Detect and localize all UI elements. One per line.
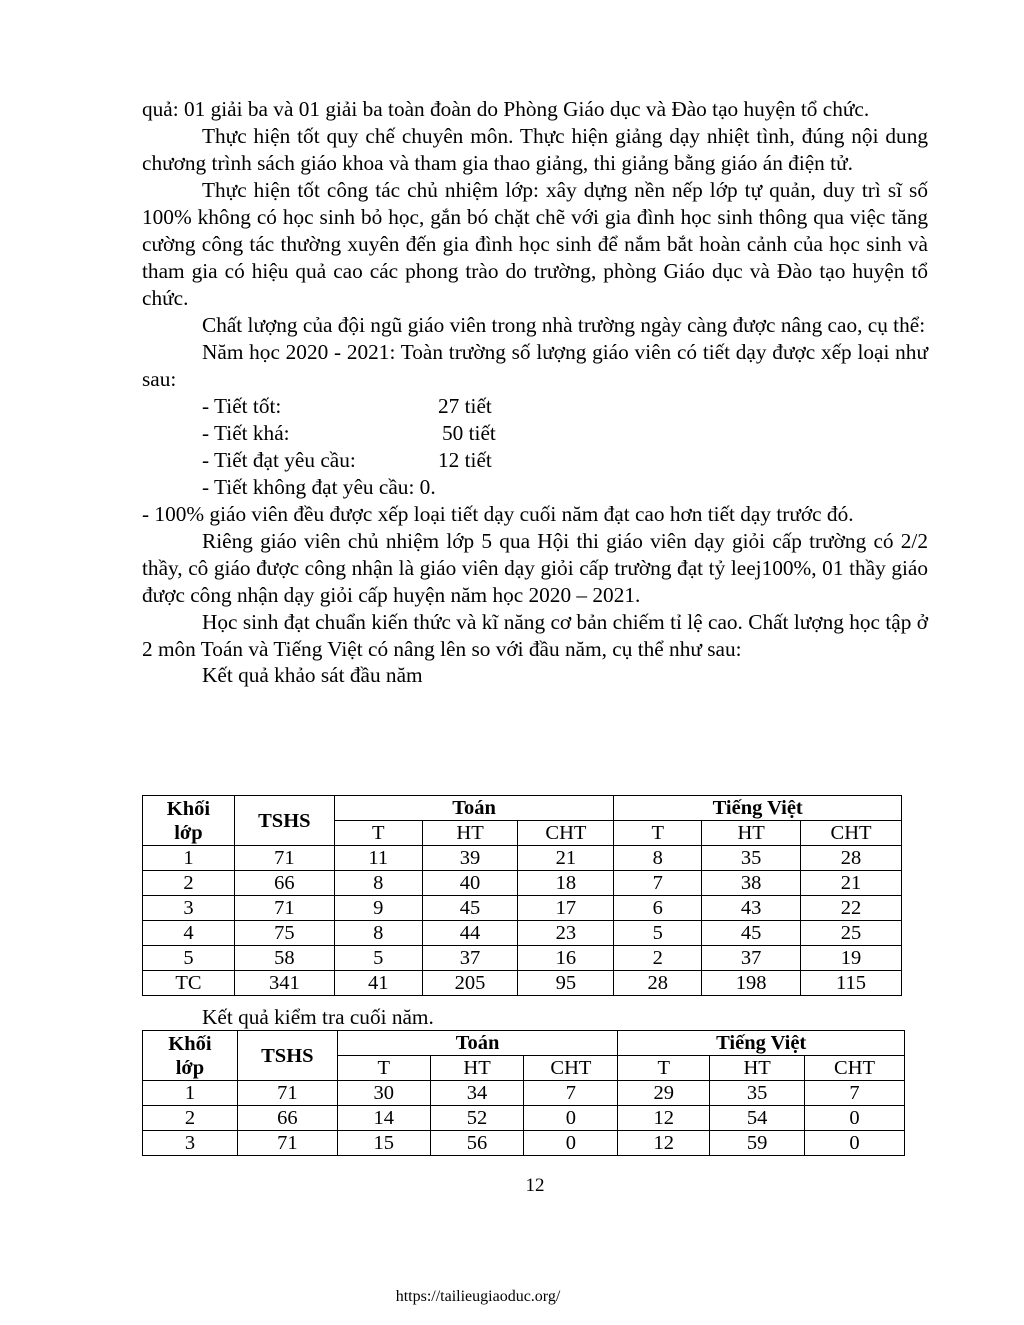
- table-row: [143, 1131, 905, 1156]
- table-cell: 40: [422, 871, 518, 896]
- list-item: [142, 447, 928, 474]
- table-cell: 41: [334, 971, 422, 996]
- table-cell: 71: [237, 1081, 337, 1106]
- header-ht: HT: [430, 1056, 524, 1081]
- header-t: T: [614, 821, 702, 846]
- table-row: [143, 921, 902, 946]
- table-cell: 6: [614, 896, 702, 921]
- table-cell: 11: [334, 846, 422, 871]
- table-cell: 7: [614, 871, 702, 896]
- table-cell: 4: [143, 921, 235, 946]
- table-cell: 2: [614, 946, 702, 971]
- table-cell: 29: [618, 1081, 710, 1106]
- paragraph: Chất lượng của đội ngũ giáo viên trong nhà trường ngày càng được nâng cao, cụ thể:: [202, 313, 926, 337]
- table-cell: 71: [237, 1131, 337, 1156]
- table-cell: 8: [334, 921, 422, 946]
- table-caption: Kết quả kiểm tra cuối năm.: [202, 1005, 434, 1029]
- paragraph: Học sinh đạt chuẩn kiến thức và kĩ năng cơ bản chiếm tỉ lệ cao. Chất lượng học tập ở 2 môn Toán và Tiếng Việt có nâng lên so với đầu năm, cụ thể như sau:: [142, 610, 928, 661]
- table-cell: 35: [702, 846, 801, 871]
- table-cell: 115: [801, 971, 902, 996]
- lesson-rating-list: [142, 393, 928, 501]
- survey-results-table: [142, 795, 902, 996]
- header-t: T: [337, 1056, 430, 1081]
- table-cell: 43: [702, 896, 801, 921]
- page-number: 12: [525, 1175, 545, 1196]
- table-cell: 37: [422, 946, 518, 971]
- table-cell: 34: [430, 1081, 524, 1106]
- table-cell: 39: [422, 846, 518, 871]
- table-cell: 0: [524, 1106, 618, 1131]
- paragraph: Riêng giáo viên chủ nhiệm lớp 5 qua Hội thi giáo viên dạy giỏi cấp trường có 2/2 thầy, cô giáo được công nhận là giáo viên dạy giỏi cấp trường đạt tỷ leej100%, 01 thầy giáo được công nhận dạy giỏi cấp huyện năm học 2020 – 2021.: [142, 529, 928, 607]
- table-row: [143, 1081, 905, 1106]
- table-cell: 21: [518, 846, 614, 871]
- table-cell: 66: [234, 871, 334, 896]
- table-cell: 19: [801, 946, 902, 971]
- table-cell: 66: [237, 1106, 337, 1131]
- table-cell: 12: [618, 1131, 710, 1156]
- table-cell: 75: [234, 921, 334, 946]
- table-row: [143, 946, 902, 971]
- table-cell: 56: [430, 1131, 524, 1156]
- table-caption: Kết quả khảo sát đầu năm: [202, 663, 423, 687]
- table-cell: 28: [614, 971, 702, 996]
- list-item-label: - Tiết tốt:: [202, 394, 282, 418]
- header-tieng-viet: Tiếng Việt: [614, 796, 902, 821]
- table-cell: 45: [422, 896, 518, 921]
- header-cht: CHT: [518, 821, 614, 846]
- table-cell: 198: [702, 971, 801, 996]
- table-cell: 341: [234, 971, 334, 996]
- list-item: [142, 393, 928, 420]
- table-cell: 8: [334, 871, 422, 896]
- table-cell: 2: [143, 871, 235, 896]
- table-cell: 95: [518, 971, 614, 996]
- table-cell: 71: [234, 846, 334, 871]
- header-cht: CHT: [524, 1056, 618, 1081]
- table-cell: 37: [702, 946, 801, 971]
- table-cell: 1: [143, 846, 235, 871]
- table-cell: 12: [618, 1106, 710, 1131]
- list-item: [142, 474, 928, 501]
- header-khoi-lop: Khối lớp: [143, 796, 235, 846]
- list-item-value: 12 tiết: [438, 448, 492, 472]
- table-cell: 9: [334, 896, 422, 921]
- table-row: [143, 871, 902, 896]
- document-body: [142, 96, 928, 687]
- table-row: [143, 896, 902, 921]
- header-ht: HT: [702, 821, 801, 846]
- list-item-label: - Tiết đạt yêu cầu:: [202, 448, 356, 472]
- header-cht: CHT: [805, 1056, 905, 1081]
- table-cell: 8: [614, 846, 702, 871]
- table-cell: 7: [805, 1081, 905, 1106]
- table-cell: 3: [143, 1131, 238, 1156]
- table-cell: 58: [234, 946, 334, 971]
- header-cht: CHT: [801, 821, 902, 846]
- header-khoi-lop: Khối lớp: [143, 1031, 238, 1081]
- table-cell: 16: [518, 946, 614, 971]
- table-cell: TC: [143, 971, 235, 996]
- paragraph: quả: 01 giải ba và 01 giải ba toàn đoàn do Phòng Giáo dục và Đào tạo huyện tổ chức.: [142, 97, 870, 121]
- table-cell: 71: [234, 896, 334, 921]
- table-row: [143, 971, 902, 996]
- table-cell: 5: [614, 921, 702, 946]
- table-cell: 23: [518, 921, 614, 946]
- table-cell: 0: [524, 1131, 618, 1156]
- table-cell: 35: [710, 1081, 805, 1106]
- table-cell: 22: [801, 896, 902, 921]
- table-row: [143, 846, 902, 871]
- table-cell: 15: [337, 1131, 430, 1156]
- table-cell: 25: [801, 921, 902, 946]
- list-item-label: - Tiết khá:: [202, 421, 290, 445]
- footer-url: https://tailieugiaoduc.org/: [395, 1288, 561, 1305]
- table-cell: 18: [518, 871, 614, 896]
- table-cell: 5: [334, 946, 422, 971]
- list-item-value: 50 tiết: [442, 421, 496, 445]
- table-row: [143, 1106, 905, 1131]
- table-cell: 2: [143, 1106, 238, 1131]
- table-cell: 21: [801, 871, 902, 896]
- paragraph: Thực hiện tốt công tác chủ nhiệm lớp: xây dựng nền nếp lớp tự quản, duy trì sĩ số 100% không có học sinh bỏ học, gắn bó chặt chẽ với gia đình học sinh thông qua việc tăng cường công tác thường xuyên đến gia đình học sinh để nắm bắt hoàn cảnh của học sinh và tham gia có hiệu quả cao các phong trào do trường, phòng Giáo dục và Đào tạo huyện tổ chức.: [142, 178, 928, 310]
- header-t: T: [618, 1056, 710, 1081]
- table-cell: 17: [518, 896, 614, 921]
- table-cell: 5: [143, 946, 235, 971]
- list-item-value: 27 tiết: [438, 394, 492, 418]
- paragraph: - 100% giáo viên đều được xếp loại tiết dạy cuối năm đạt cao hơn tiết dạy trước đó.: [142, 502, 854, 526]
- header-tieng-viet: Tiếng Việt: [618, 1031, 905, 1056]
- header-ht: HT: [710, 1056, 805, 1081]
- table-cell: 14: [337, 1106, 430, 1131]
- header-tshs: TSHS: [237, 1031, 337, 1081]
- table-cell: 28: [801, 846, 902, 871]
- table-cell: 7: [524, 1081, 618, 1106]
- table-cell: 38: [702, 871, 801, 896]
- table-cell: 1: [143, 1081, 238, 1106]
- table-cell: 45: [702, 921, 801, 946]
- table-cell: 0: [805, 1106, 905, 1131]
- table-cell: 54: [710, 1106, 805, 1131]
- header-toan: Toán: [334, 796, 614, 821]
- table-cell: 3: [143, 896, 235, 921]
- list-item-label: - Tiết không đạt yêu cầu: 0.: [202, 475, 436, 499]
- table-cell: 59: [710, 1131, 805, 1156]
- table-cell: 205: [422, 971, 518, 996]
- table-cell: 30: [337, 1081, 430, 1106]
- final-results-table: [142, 1030, 905, 1156]
- table-cell: 52: [430, 1106, 524, 1131]
- header-tshs: TSHS: [234, 796, 334, 846]
- header-ht: HT: [422, 821, 518, 846]
- header-t: T: [334, 821, 422, 846]
- paragraph: Thực hiện tốt quy chế chuyên môn. Thực hiện giảng dạy nhiệt tình, đúng nội dung chương trình sách giáo khoa và tham gia thao giảng, thi giảng bằng giáo án điện tử.: [142, 124, 928, 175]
- table-cell: 44: [422, 921, 518, 946]
- table-cell: 0: [805, 1131, 905, 1156]
- header-toan: Toán: [337, 1031, 618, 1056]
- list-item: [142, 420, 928, 447]
- paragraph: Năm học 2020 - 2021: Toàn trường số lượng giáo viên có tiết dạy được xếp loại như sau:: [142, 340, 928, 391]
